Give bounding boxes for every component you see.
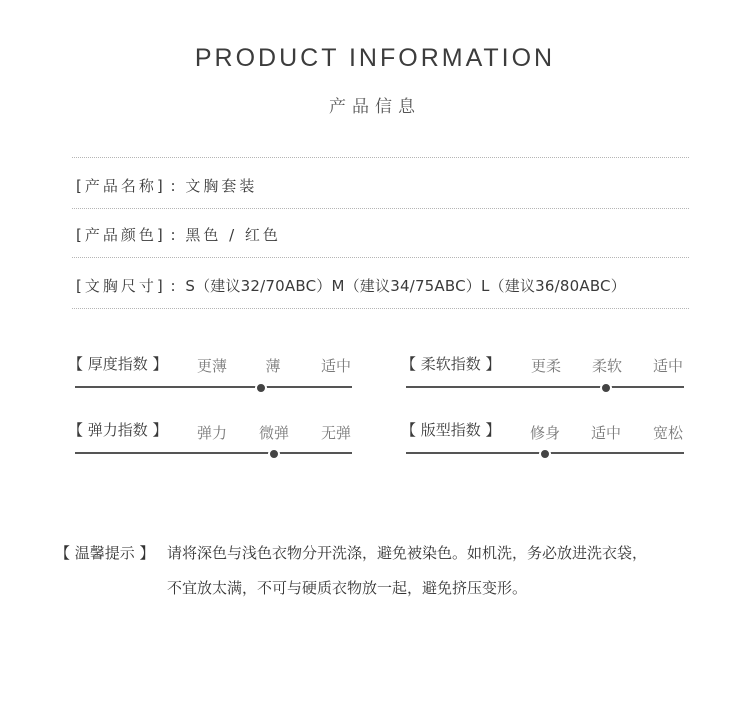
- index-option: 修身: [529, 424, 560, 442]
- tip-label: 【 温馨提示 】: [55, 544, 155, 562]
- info-label: [产品颜色]: [76, 226, 166, 244]
- index-marker: [600, 382, 612, 394]
- index-marker: [255, 382, 267, 394]
- info-value: 黑色 / 红色: [185, 226, 281, 244]
- info-value: S（建议32/70ABC）M（建议34/75ABC）L（建议36/80ABC）: [185, 277, 626, 295]
- tip-text-line-2: 不宜放太满，不可与硬质衣物放一起，避免挤压变形。: [167, 579, 528, 597]
- index-label: 【 版型指数 】: [401, 421, 501, 439]
- index-option: 无弹: [320, 424, 351, 442]
- title-english: PRODUCT INFORMATION: [194, 44, 556, 72]
- info-separator: :: [170, 226, 179, 244]
- divider: [72, 157, 689, 158]
- index-track: [75, 386, 352, 388]
- title-chinese: 产品信息: [329, 97, 421, 117]
- index-marker: [268, 448, 280, 460]
- info-row-bra-size: [76, 275, 626, 296]
- index-option: 更薄: [196, 357, 227, 375]
- index-option: 适中: [652, 357, 683, 375]
- index-option: 宽松: [652, 424, 683, 442]
- index-option: 更柔: [530, 357, 561, 375]
- index-track: [75, 452, 352, 454]
- info-value: 文胸套装: [185, 177, 258, 195]
- index-option: 柔软: [591, 357, 622, 375]
- divider: [72, 308, 689, 309]
- tip-text-line-1: 请将深色与浅色衣物分开洗涤，避免被染色。如机洗，务必放进洗衣袋，: [167, 544, 648, 562]
- index-option: 弹力: [196, 424, 227, 442]
- divider: [72, 257, 689, 258]
- index-option: 适中: [320, 357, 351, 375]
- index-label: 【 厚度指数 】: [68, 355, 168, 373]
- index-option: 微弹: [258, 424, 289, 442]
- info-separator: :: [170, 177, 179, 195]
- info-separator: :: [170, 277, 179, 295]
- index-label: 【 柔软指数 】: [401, 355, 501, 373]
- info-label: [文胸尺寸]: [76, 277, 166, 295]
- index-label: 【 弹力指数 】: [68, 421, 168, 439]
- info-label: [产品名称]: [76, 177, 166, 195]
- info-row-product-name: [76, 175, 257, 196]
- info-row-product-color: [76, 224, 281, 245]
- index-option: 适中: [590, 424, 621, 442]
- divider: [72, 208, 689, 209]
- index-option: 薄: [265, 357, 281, 375]
- index-marker: [539, 448, 551, 460]
- index-track: [406, 386, 684, 388]
